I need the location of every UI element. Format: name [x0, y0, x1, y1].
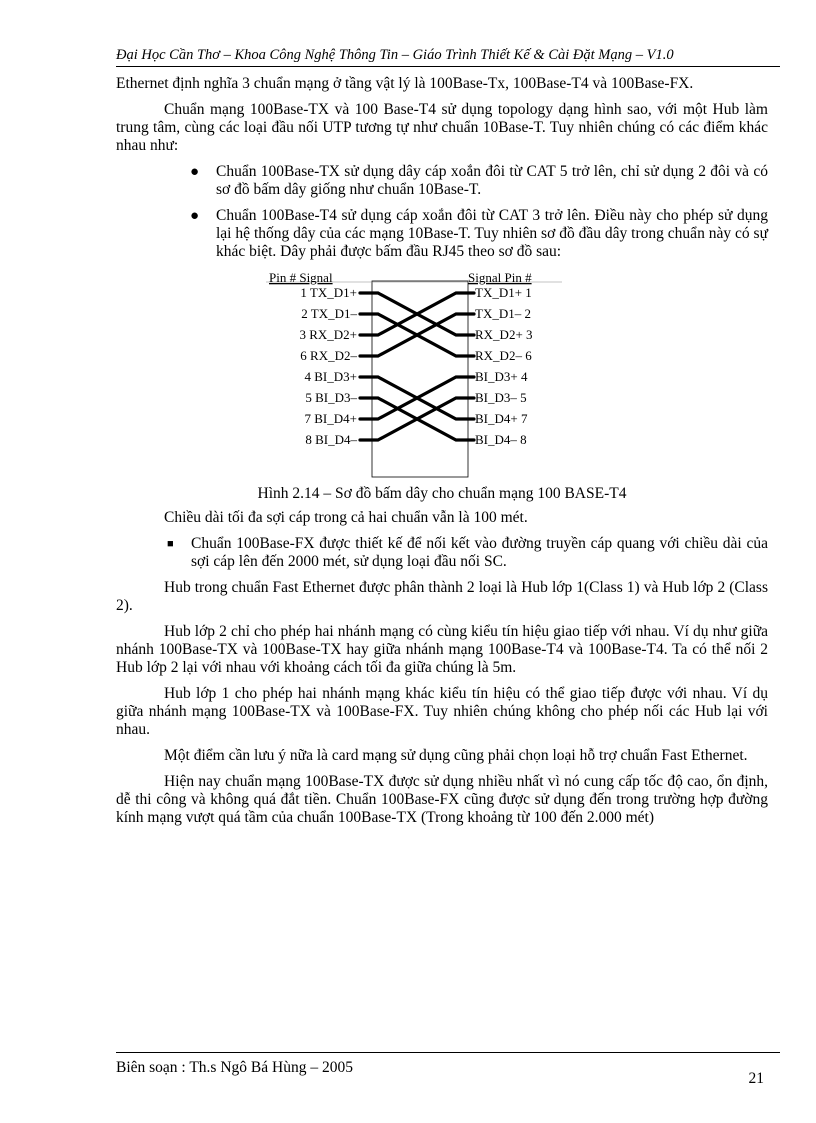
right-pin-label: TX_D1+ 1 [475, 285, 532, 300]
figure-caption: Hình 2.14 – Sơ đồ bấm dây cho chuẩn mạng 100 BASE-T4 [257, 485, 627, 502]
right-pin-label: RX_D2+ 3 [475, 327, 533, 342]
left-pin-label: 8 BI_D4– [305, 432, 357, 447]
running-header: Đại Học Cần Thơ – Khoa Công Nghệ Thông Tin – Giáo Trình Thiết Kế & Cài Đặt Mạng – V1.0 [116, 47, 780, 67]
wire-group [360, 293, 474, 440]
right-pin-label: BI_D4+ 7 [475, 411, 528, 426]
right-header: Signal Pin # [468, 270, 532, 285]
paragraph-6: Hub lớp 1 cho phép hai nhánh mạng khác kiểu tín hiệu có thể giao tiếp được với nhau. Ví dụ giữa nhánh mạng 100Base-TX và 100Base-FX. Tuy nhiên chúng không cho phép nối các Hub lại với nhau. [116, 685, 768, 738]
left-pin-label: 5 BI_D3– [305, 390, 357, 405]
paragraph-1: Ethernet định nghĩa 3 chuẩn mạng ở tầng vật lý là 100Base-Tx, 100Base-T4 và 100Base-FX. [116, 75, 694, 92]
bullet-dot-icon: ● [190, 208, 200, 224]
left-pin-label: 1 TX_D1+ [300, 285, 357, 300]
wiring-diagram-svg [266, 269, 566, 479]
paragraph-4: Hub trong chuẩn Fast Ethernet được phân thành 2 loại là Hub lớp 1(Class 1) và Hub lớp 2 (Class 2). [116, 579, 768, 614]
footer-author: Biên soạn : Th.s Ngô Bá Hùng – 2005 [116, 1059, 353, 1076]
paragraph-2: Chuẩn mạng 100Base-TX và 100 Base-T4 sử dụng topology dạng hình sao, với một Hub làm trung tâm, cùng các loại đầu nối UTP tương tự như chuẩn 10Base-T. Tuy nhiên chúng có các điểm khác nhau như: [116, 101, 768, 154]
right-pin-label: BI_D4– 8 [475, 432, 527, 447]
paragraph-7: Một điểm cần lưu ý nữa là card mạng sử dụng cũng phải chọn loại hỗ trợ chuẩn Fast Ethernet. [164, 747, 748, 764]
right-pin-label: TX_D1– 2 [475, 306, 531, 321]
bullet-text: Chuẩn 100Base-TX sử dụng dây cáp xoắn đôi từ CAT 5 trở lên, chỉ sử dụng 2 đôi và có sơ đồ bấm dây giống như chuẩn 10Base-T. [216, 163, 768, 198]
right-pin-label: RX_D2– 6 [475, 348, 532, 363]
paragraph-3: Chiều dài tối đa sợi cáp trong cả hai chuẩn vẫn là 100 mét. [164, 509, 528, 526]
bullet-item [190, 163, 768, 199]
main-content [116, 75, 768, 835]
right-pin-label: BI_D3+ 4 [475, 369, 528, 384]
square-bullet-list [116, 535, 768, 571]
paragraph-8: Hiện nay chuẩn mạng 100Base-TX được sử dụng nhiều nhất vì nó cung cấp tốc độ cao, ổn định, dễ thi công và không quá đắt tiền. Chuẩn 100Base-FX cũng được sử dụng đến trong trường hợp đường kính mạng vượt quá tầm của chuẩn 100Base-TX (Trong khoảng từ 100 đến 2.000 mét) [116, 773, 768, 826]
square-bullet-item [167, 535, 768, 571]
left-pin-label: 2 TX_D1– [301, 306, 357, 321]
bullet-text: Chuẩn 100Base-T4 sử dụng cáp xoắn đôi từ CAT 3 trở lên. Điều này cho phép sử dụng lại hệ thống dây của các mạng 10Base-T. Tuy nhiên sơ đồ đầu dây trong chuẩn này có sự khác biệt. Dây phải được bấm đầu RJ45 theo sơ đồ sau: [216, 207, 768, 260]
right-pin-label: BI_D3– 5 [475, 390, 527, 405]
bullet-list [116, 163, 768, 261]
left-pin-label: 4 BI_D3+ [304, 369, 357, 384]
square-bullet-icon: ■ [167, 538, 174, 550]
left-pin-label: 3 RX_D2+ [299, 327, 357, 342]
page-number: 21 [748, 1070, 764, 1087]
page-footer [116, 1052, 780, 1087]
left-header: Pin # Signal [269, 270, 333, 285]
left-pin-label: 6 RX_D2– [300, 348, 357, 363]
square-bullet-text: Chuẩn 100Base-FX được thiết kế để nối kết vào đường truyền cáp quang với chiều dài của sợi cáp lên đến 2000 mét, sử dụng loại đầu nối SC. [191, 535, 768, 570]
paragraph-5: Hub lớp 2 chỉ cho phép hai nhánh mạng có cùng kiểu tín hiệu giao tiếp với nhau. Ví dụ như giữa nhánh 100Base-TX và 100Base-TX hay giữa nhánh mạng 100Base-T4 và 100Base-T4. Ta có thể nối 2 Hub lớp 2 lại với nhau với khoảng cách tối đa giữa chúng là 5m. [116, 623, 768, 676]
bullet-dot-icon: ● [190, 164, 200, 180]
left-pin-label: 7 BI_D4+ [304, 411, 357, 426]
wiring-diagram [116, 269, 768, 479]
bullet-item [190, 207, 768, 261]
